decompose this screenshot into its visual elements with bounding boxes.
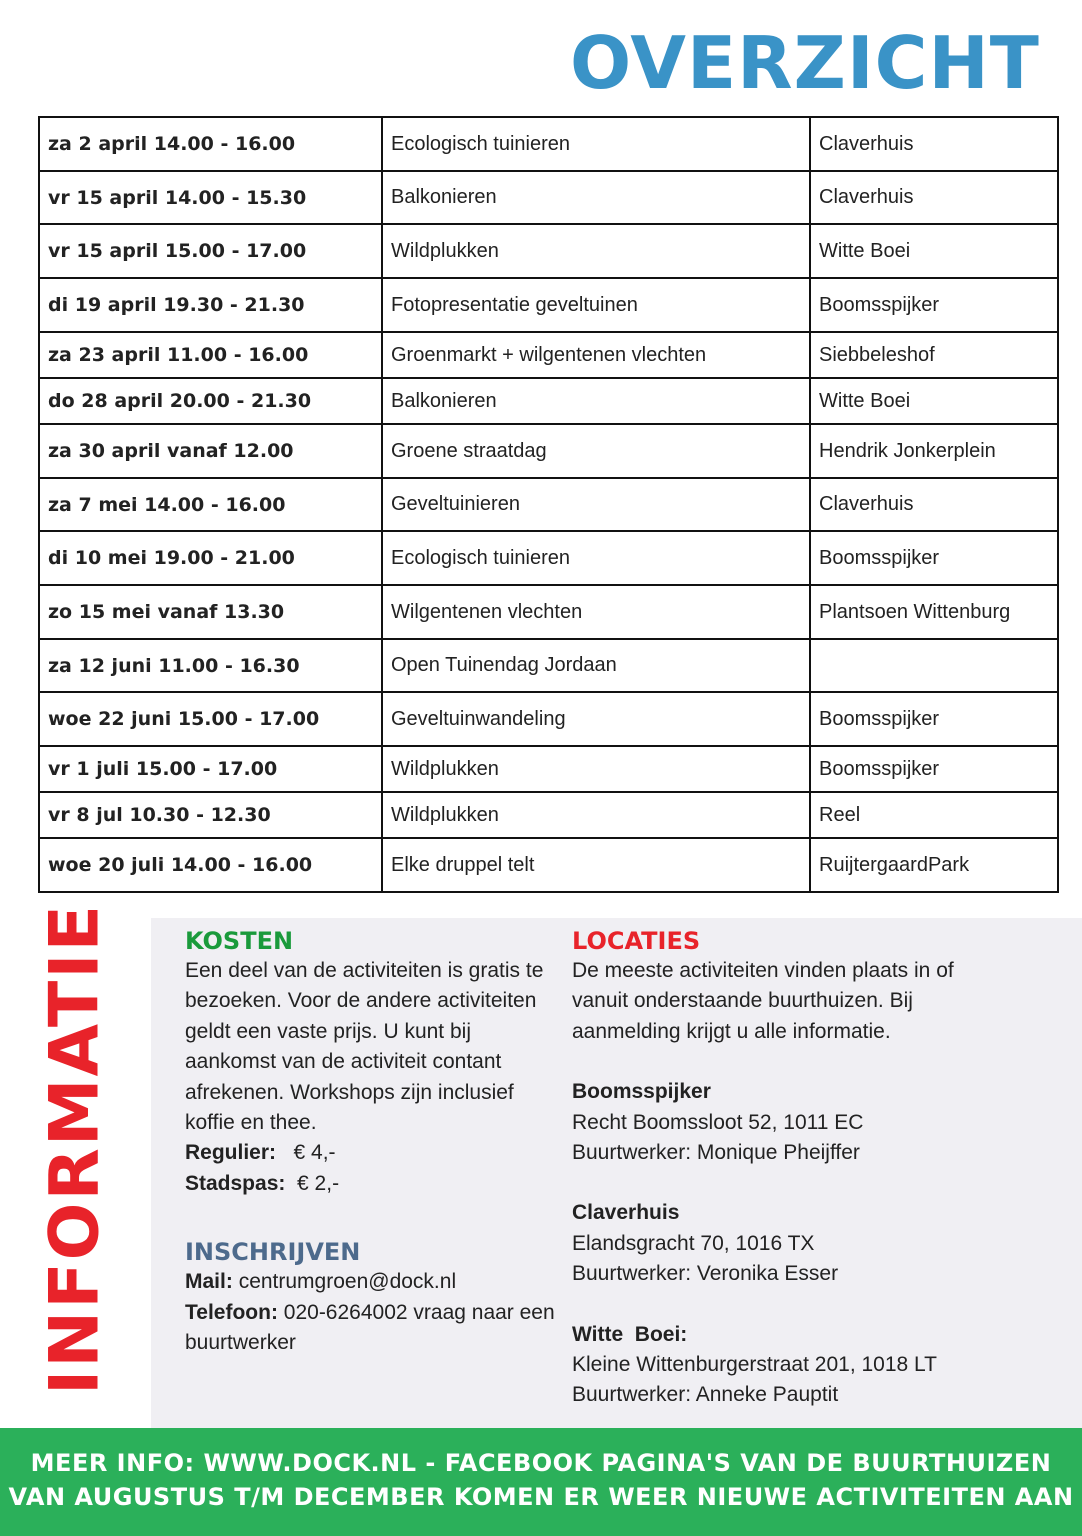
mail-link[interactable]: centrumgroen@dock.nl	[238, 1270, 457, 1294]
schedule-activity: Geveltuinwandeling	[382, 692, 810, 746]
telefoon-value: 020-6264002 vraag naar een buurtwerker	[185, 1300, 555, 1355]
schedule-location: Claverhuis	[810, 478, 1058, 531]
schedule-location: RuijtergaardPark	[810, 838, 1058, 892]
regulier-label: Regulier:	[185, 1141, 277, 1165]
info-panel	[151, 918, 1082, 1428]
schedule-activity: Groene straatdag	[382, 424, 810, 478]
location-witte-boei	[572, 1320, 1072, 1411]
schedule-location: Witte Boei	[810, 378, 1058, 424]
schedule-location: Plantsoen Wittenburg	[810, 585, 1058, 639]
informatie-label	[35, 903, 115, 1395]
schedule-date: vr 15 april 15.00 - 17.00	[39, 224, 382, 278]
schedule-date: za 23 april 11.00 - 16.00	[39, 332, 382, 378]
mail-line	[185, 1267, 565, 1297]
schedule-activity: Wildplukken	[382, 224, 810, 278]
location-claverhuis	[572, 1198, 1072, 1289]
schedule-row	[39, 424, 1058, 478]
schedule-row	[39, 332, 1058, 378]
informatie-label-text: INFORMATIE	[35, 903, 115, 1395]
schedule-activity: Geveltuinieren	[382, 478, 810, 531]
footer-line-2: VAN AUGUSTUS T/M DECEMBER KOMEN ER WEER NIEUWE ACTIVITEITEN AAN	[8, 1483, 1074, 1511]
telefoon-line	[185, 1298, 565, 1359]
locaties-text: De meeste activiteiten vinden plaats in of vanuit onderstaande buurthuizen. Bij aanmelding krijgt u alle informatie.	[572, 959, 954, 1043]
schedule-location: Boomsspijker	[810, 692, 1058, 746]
schedule-location: Boomsspijker	[810, 746, 1058, 792]
schedule-location	[810, 639, 1058, 692]
schedule-location: Claverhuis	[810, 171, 1058, 224]
schedule-row	[39, 639, 1058, 692]
schedule-location: Boomsspijker	[810, 278, 1058, 332]
location-boomsspijker	[572, 1077, 1072, 1168]
kosten-heading: KOSTEN	[185, 927, 294, 955]
schedule-date: vr 8 jul 10.30 - 12.30	[39, 792, 382, 838]
schedule-date: do 28 april 20.00 - 21.30	[39, 378, 382, 424]
location-address: Recht Boomssloot 52, 1011 EC	[572, 1110, 864, 1134]
info-right-column	[572, 926, 1072, 1411]
schedule-location: Hendrik Jonkerplein	[810, 424, 1058, 478]
telefoon-label: Telefoon:	[185, 1300, 278, 1324]
schedule-activity: Groenmarkt + wilgentenen vlechten	[382, 332, 810, 378]
schedule-row	[39, 838, 1058, 892]
page-title: OVERZICHT	[570, 21, 1040, 105]
schedule-activity: Fotopresentatie geveltuinen	[382, 278, 810, 332]
schedule-activity: Ecologisch tuinieren	[382, 117, 810, 171]
schedule-row	[39, 585, 1058, 639]
price-stadspas	[185, 1169, 565, 1199]
schedule-activity: Open Tuinendag Jordaan	[382, 639, 810, 692]
schedule-row	[39, 117, 1058, 171]
schedule-row	[39, 692, 1058, 746]
location-address: Kleine Wittenburgerstraat 201, 1018 LT	[572, 1353, 937, 1377]
schedule-row	[39, 278, 1058, 332]
schedule-table	[38, 116, 1059, 893]
location-worker: Buurtwerker: Veronika Esser	[572, 1262, 839, 1286]
schedule-date: vr 1 juli 15.00 - 17.00	[39, 746, 382, 792]
schedule-activity: Wildplukken	[382, 792, 810, 838]
schedule-activity: Ecologisch tuinieren	[382, 531, 810, 585]
stadspas-value: € 2,-	[297, 1171, 340, 1195]
schedule-date: vr 15 april 14.00 - 15.30	[39, 171, 382, 224]
footer-banner	[0, 1428, 1082, 1536]
schedule-row	[39, 224, 1058, 278]
schedule-row	[39, 746, 1058, 792]
schedule-activity: Wildplukken	[382, 746, 810, 792]
schedule-activity: Wilgentenen vlechten	[382, 585, 810, 639]
location-name: Claverhuis	[572, 1201, 680, 1225]
stadspas-label: Stadspas:	[185, 1171, 286, 1195]
price-regulier	[185, 1138, 565, 1168]
schedule-location: Reel	[810, 792, 1058, 838]
location-address: Elandsgracht 70, 1016 TX	[572, 1231, 815, 1255]
schedule-location: Claverhuis	[810, 117, 1058, 171]
location-worker: Buurtwerker: Anneke Pauptit	[572, 1383, 839, 1407]
schedule-activity: Balkonieren	[382, 378, 810, 424]
location-worker: Buurtwerker: Monique Pheijffer	[572, 1141, 860, 1165]
schedule-activity: Balkonieren	[382, 171, 810, 224]
schedule-row	[39, 378, 1058, 424]
footer-line-1: MEER INFO: WWW.DOCK.NL - FACEBOOK PAGINA'S VAN DE BUURTHUIZEN	[30, 1449, 1052, 1477]
schedule-date: woe 22 juni 15.00 - 17.00	[39, 692, 382, 746]
schedule-date: di 10 mei 19.00 - 21.00	[39, 531, 382, 585]
schedule-date: di 19 april 19.30 - 21.30	[39, 278, 382, 332]
location-name: Witte Boei:	[572, 1322, 688, 1346]
schedule-date: woe 20 juli 14.00 - 16.00	[39, 838, 382, 892]
schedule-row	[39, 478, 1058, 531]
inschrijven-heading: INSCHRIJVEN	[185, 1238, 361, 1267]
schedule-date: zo 15 mei vanaf 13.30	[39, 585, 382, 639]
schedule-location: Boomsspijker	[810, 531, 1058, 585]
regulier-value: € 4,-	[293, 1141, 336, 1165]
schedule-date: za 7 mei 14.00 - 16.00	[39, 478, 382, 531]
schedule-row	[39, 171, 1058, 224]
location-name: Boomsspijker	[572, 1080, 711, 1104]
kosten-text: Een deel van de activiteiten is gratis te bezoeken. Voor de andere activiteiten geldt een vaste prijs. U kunt bij aankomst van de activiteit contant afrekenen. Workshops zijn inclusief koffie en thee.	[185, 959, 544, 1135]
schedule-activity: Elke druppel telt	[382, 838, 810, 892]
schedule-row	[39, 531, 1058, 585]
schedule-date: za 2 april 14.00 - 16.00	[39, 117, 382, 171]
schedule-date: za 12 juni 11.00 - 16.30	[39, 639, 382, 692]
mail-label: Mail:	[185, 1270, 233, 1294]
locaties-heading: LOCATIES	[572, 927, 701, 955]
schedule-date: za 30 april vanaf 12.00	[39, 424, 382, 478]
schedule-location: Witte Boei	[810, 224, 1058, 278]
schedule-location: Siebbeleshof	[810, 332, 1058, 378]
info-left-column	[185, 926, 565, 1358]
schedule-row	[39, 792, 1058, 838]
